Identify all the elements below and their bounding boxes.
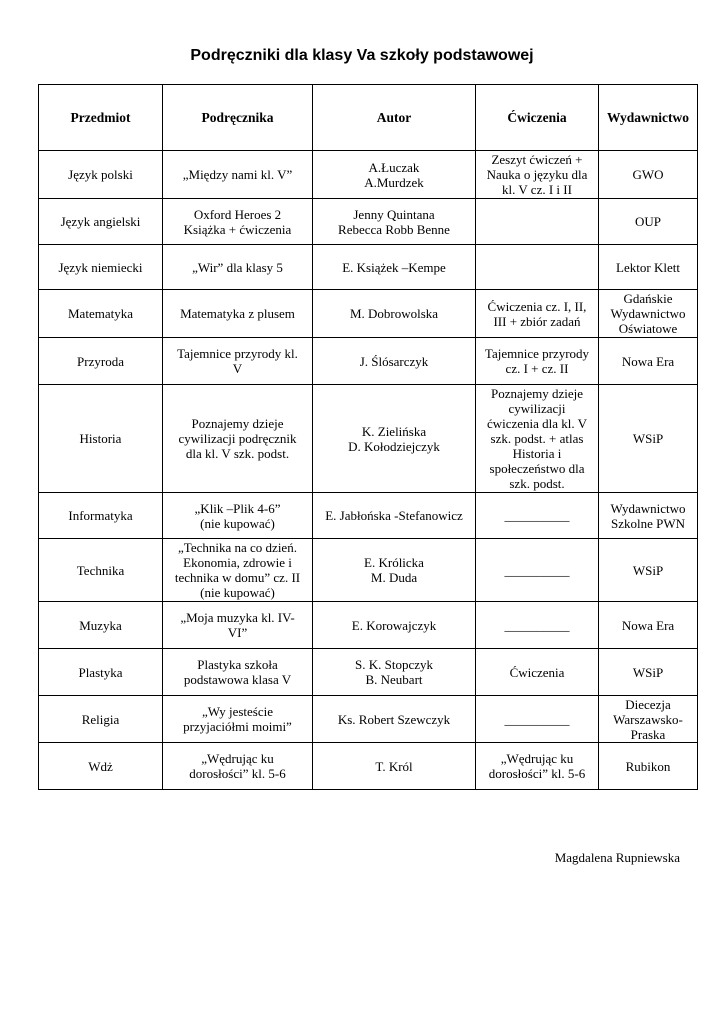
cell-publisher: OUP — [599, 199, 698, 245]
cell-subject: Język niemiecki — [39, 245, 163, 290]
cell-exercises: Ćwiczenia — [476, 649, 599, 696]
cell-subject: Technika — [39, 539, 163, 602]
cell-author: K. Zielińska D. Kołodziejczyk — [313, 385, 476, 493]
cell-exercises: Zeszyt ćwiczeń + Nauka o języku dla kl. V cz. I i II — [476, 151, 599, 199]
cell-subject: Informatyka — [39, 493, 163, 539]
cell-textbook: „Moja muzyka kl. IV- VI” — [163, 602, 313, 649]
table-row — [39, 385, 698, 493]
cell-exercises — [476, 199, 599, 245]
cell-subject: Plastyka — [39, 649, 163, 696]
cell-subject: Religia — [39, 696, 163, 743]
table-row — [39, 493, 698, 539]
cell-textbook: Poznajemy dzieje cywilizacji podręcznik dla kl. V szk. podst. — [163, 385, 313, 493]
cell-textbook: „Wędrując ku dorosłości” kl. 5-6 — [163, 743, 313, 790]
cell-exercises: __________ — [476, 539, 599, 602]
cell-subject: Język polski — [39, 151, 163, 199]
table-header-row — [39, 85, 698, 151]
cell-publisher: WSiP — [599, 539, 698, 602]
cell-textbook: „Technika na co dzień. Ekonomia, zdrowie i technika w domu” cz. II (nie kupować) — [163, 539, 313, 602]
header-publisher: Wydawnictwo — [599, 85, 698, 151]
cell-exercises: __________ — [476, 493, 599, 539]
cell-author: J. Ślósarczyk — [313, 338, 476, 385]
table-row — [39, 696, 698, 743]
cell-author: Ks. Robert Szewczyk — [313, 696, 476, 743]
cell-author: E. Książek –Kempe — [313, 245, 476, 290]
table-row — [39, 649, 698, 696]
table-row — [39, 743, 698, 790]
cell-publisher: Wydawnictwo Szkolne PWN — [599, 493, 698, 539]
cell-publisher: Nowa Era — [599, 338, 698, 385]
cell-exercises: Tajemnice przyrody cz. I + cz. II — [476, 338, 599, 385]
cell-textbook: „Wy jesteście przyjaciółmi moimi” — [163, 696, 313, 743]
cell-author: E. Królicka M. Duda — [313, 539, 476, 602]
cell-publisher: GWO — [599, 151, 698, 199]
cell-exercises: __________ — [476, 696, 599, 743]
cell-publisher: Gdańskie Wydawnictwo Oświatowe — [599, 290, 698, 338]
cell-exercises: Poznajemy dzieje cywilizacji ćwiczenia dla kl. V szk. podst. + atlas Historia i społeczeństwo dla szk. podst. — [476, 385, 599, 493]
cell-author: M. Dobrowolska — [313, 290, 476, 338]
cell-textbook: Oxford Heroes 2 Książka + ćwiczenia — [163, 199, 313, 245]
textbook-table — [38, 84, 698, 790]
cell-author: E. Jabłońska -Stefanowicz — [313, 493, 476, 539]
cell-publisher: Lektor Klett — [599, 245, 698, 290]
cell-exercises — [476, 245, 599, 290]
header-subject: Przedmiot — [39, 85, 163, 151]
cell-author: A.Łuczak A.Murdzek — [313, 151, 476, 199]
cell-author: S. K. Stopczyk B. Neubart — [313, 649, 476, 696]
table-row — [39, 151, 698, 199]
cell-author: E. Korowajczyk — [313, 602, 476, 649]
cell-exercises: „Wędrując ku dorosłości” kl. 5-6 — [476, 743, 599, 790]
cell-exercises: Ćwiczenia cz. I, II, III + zbiór zadań — [476, 290, 599, 338]
cell-author: T. Król — [313, 743, 476, 790]
cell-textbook: Matematyka z plusem — [163, 290, 313, 338]
table-row — [39, 245, 698, 290]
header-textbook: Podręcznika — [163, 85, 313, 151]
cell-subject: Przyroda — [39, 338, 163, 385]
cell-textbook: „Klik –Plik 4-6” (nie kupować) — [163, 493, 313, 539]
signature: Magdalena Rupniewska — [554, 850, 680, 865]
cell-publisher: Rubikon — [599, 743, 698, 790]
cell-exercises: __________ — [476, 602, 599, 649]
cell-textbook: „Między nami kl. V” — [163, 151, 313, 199]
header-exercises: Ćwiczenia — [476, 85, 599, 151]
cell-subject: Muzyka — [39, 602, 163, 649]
document-title: Podręczniki dla klasy Va szkoły podstawowej — [190, 47, 534, 64]
cell-publisher: WSiP — [599, 385, 698, 493]
cell-subject: Wdż — [39, 743, 163, 790]
table-row — [39, 602, 698, 649]
cell-publisher: Nowa Era — [599, 602, 698, 649]
table-row — [39, 290, 698, 338]
cell-subject: Matematyka — [39, 290, 163, 338]
cell-textbook: Tajemnice przyrody kl. V — [163, 338, 313, 385]
cell-publisher: WSiP — [599, 649, 698, 696]
cell-publisher: Diecezja Warszawsko- Praska — [599, 696, 698, 743]
cell-subject: Język angielski — [39, 199, 163, 245]
cell-textbook: „Wir” dla klasy 5 — [163, 245, 313, 290]
cell-subject: Historia — [39, 385, 163, 493]
cell-textbook: Plastyka szkoła podstawowa klasa V — [163, 649, 313, 696]
header-author: Autor — [313, 85, 476, 151]
table-row — [39, 338, 698, 385]
table-row — [39, 199, 698, 245]
cell-author: Jenny Quintana Rebecca Robb Benne — [313, 199, 476, 245]
table-row — [39, 539, 698, 602]
